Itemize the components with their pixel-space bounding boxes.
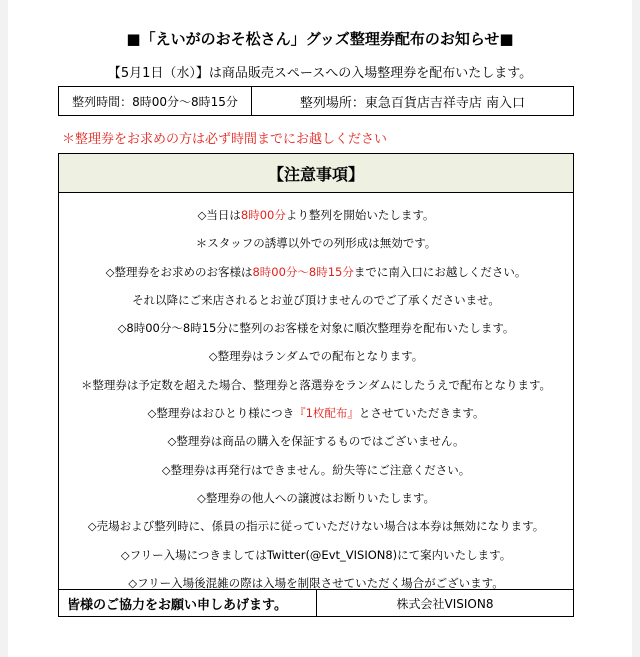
- note-text: ◇整理券はおひとり様につき: [147, 406, 295, 421]
- note-item: ◇整理券は再発行はできません。紛失等にご注意ください。: [161, 462, 471, 477]
- note-item: ◇売場および整列時に、係員の指示に従っていただけない場合は本券は無効になります。: [87, 519, 545, 534]
- note-text: ◇整理券をお求めのお客様は: [105, 264, 253, 279]
- note-highlight: 『1枚配布』: [294, 406, 359, 421]
- page-title: ■「えいがのおそ松さん」グッズ整理券配布のお知らせ■: [126, 30, 514, 48]
- note-text: までに南入口にお越しください。: [353, 264, 527, 279]
- line-up-place: 整列場所：東急百貨店吉祥寺店 南入口: [299, 95, 526, 111]
- note-item: ＊スタッフの誘導以外での列形成は無効です。: [195, 236, 437, 251]
- footer-company: 株式会社VISION8: [396, 596, 494, 611]
- note-item: ＊整理券は予定数を超えた場合、整理券と落選券をランダムにしたうえで配布となります。: [80, 377, 552, 392]
- note-text: とさせていただきます。: [358, 406, 485, 421]
- note-item: [59, 201, 573, 229]
- line-up-time: 整列時間：8時00分～8時15分: [59, 87, 252, 115]
- warning-text: ＊整理券をお求めの方は必ず時間までにお越しください: [62, 132, 388, 147]
- note-item: ◇8時00分～8時15分に整列のお客様を対象に順次整理券を配布いたします。: [117, 321, 515, 336]
- note-highlight: 8時00分～8時15分: [252, 264, 354, 279]
- page-subtitle: 【5月1日（水）】は商品販売スペースへの入場整理券を配布いたします。: [107, 66, 533, 81]
- note-item: ◇整理券はランダムでの配布となります。: [208, 349, 424, 364]
- notes-box: [58, 153, 574, 590]
- note-item: ◇フリー入場につきましてはTwitter(@Evt_VISION8)にて案内いたします。: [120, 547, 512, 562]
- note-item: それ以降にご来店されるとお並び頂けませんのでご了承くださいませ。: [132, 292, 500, 307]
- note-highlight: 8時00分: [240, 208, 286, 222]
- note-item: ◇フリー入場後混雑の際は入場を制限させていただく場合がございます。: [128, 575, 504, 590]
- note-item: [59, 258, 573, 286]
- note-item: [59, 399, 573, 427]
- note-item: ◇整理券は商品の購入を保証するものではございません。: [167, 434, 465, 449]
- notes-list: [59, 193, 573, 597]
- note-item: ◇整理券の他人への譲渡はお断りいたします。: [197, 490, 435, 505]
- info-box: [58, 86, 574, 116]
- note-text: より整列を開始いたします。: [285, 208, 435, 222]
- footer-box: [58, 589, 574, 617]
- footer-message: 皆様のご協力をお願い申しあげます。: [59, 590, 317, 616]
- note-text: ◇当日は: [197, 208, 241, 222]
- notes-header: 【注意事項】: [59, 154, 573, 193]
